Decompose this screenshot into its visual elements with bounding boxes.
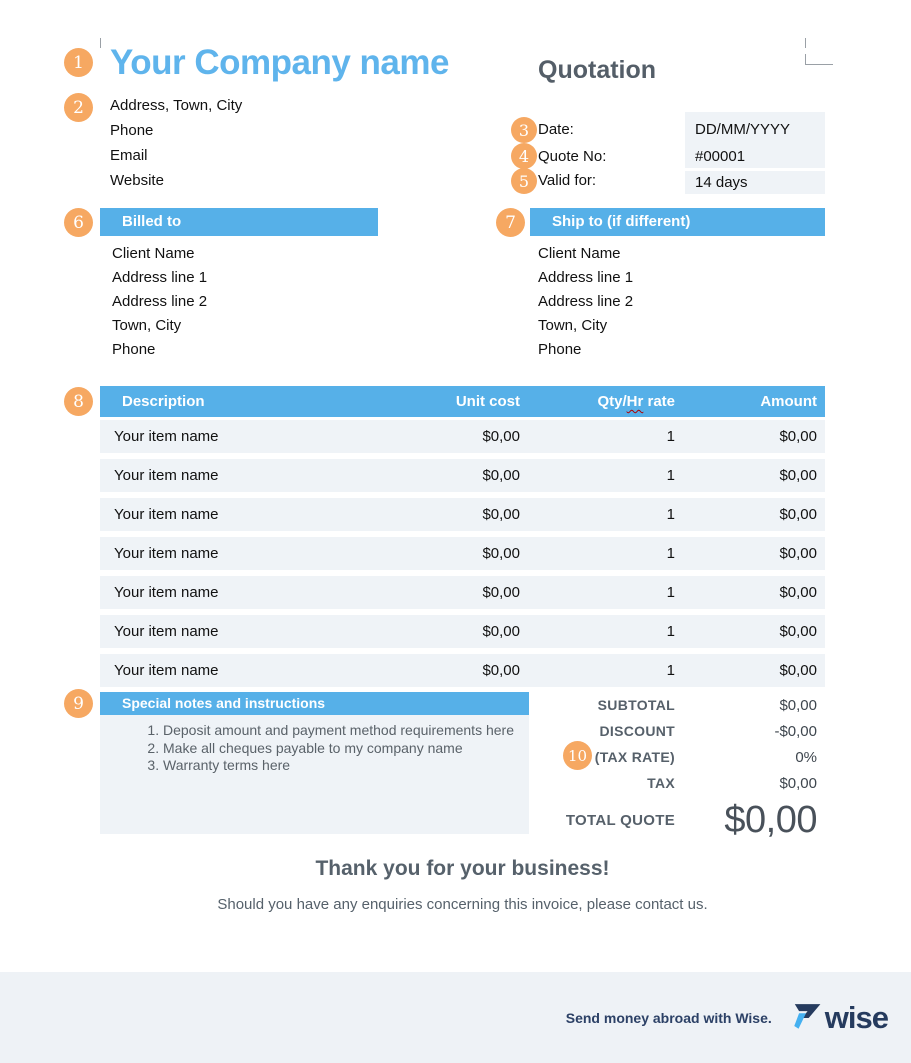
item-unit-cost: $0,00 (482, 662, 520, 679)
qty-suffix: rate (643, 393, 675, 410)
quote-no-label: Quote No: (538, 148, 607, 165)
totals-summary (530, 692, 825, 840)
item-unit-cost: $0,00 (482, 506, 520, 523)
enquiries-note: Should you have any enquiries concerning this invoice, please contact us. (217, 896, 708, 913)
valid-for-value-panel (685, 171, 825, 194)
billed-address-1: Address line 1 (112, 269, 208, 286)
notes-list (100, 715, 529, 775)
item-amount: $0,00 (779, 623, 817, 640)
callout-marker-7: 7 (496, 208, 525, 237)
billed-town-city: Town, City (112, 317, 182, 334)
footer-bar (0, 972, 911, 1063)
footer-tagline: Send money abroad with Wise. (565, 1009, 772, 1026)
item-qty: 1 (666, 584, 675, 601)
callout-marker-8: 8 (64, 387, 93, 416)
tax-rate-label: (TAX RATE) (594, 749, 675, 765)
item-qty: 1 (666, 662, 675, 679)
tax-label: TAX (647, 775, 675, 791)
note-item: 1. Deposit amount and payment method requirements here (163, 722, 515, 740)
ship-phone: Phone (538, 341, 582, 358)
wise-wordmark: wise (824, 999, 888, 1035)
col-amount: Amount (760, 393, 817, 410)
company-address: Address, Town, City (110, 97, 243, 114)
total-quote-label: TOTAL QUOTE (565, 811, 675, 829)
discount-row (530, 718, 825, 744)
notes-body (100, 715, 529, 834)
col-unit-cost: Unit cost (455, 393, 520, 410)
ship-client-name: Client Name (538, 245, 621, 262)
billed-to-details (112, 242, 207, 362)
item-qty: 1 (666, 506, 675, 523)
table-row (100, 420, 825, 453)
note-item: 2. Make all cheques payable to my company name (163, 740, 515, 758)
date-label: Date: (538, 121, 574, 138)
company-header (110, 44, 449, 193)
total-quote-row (530, 800, 825, 840)
notes-header: Special notes and instructions (100, 692, 529, 715)
date-quote-value-panel (685, 112, 825, 168)
qty-misspelled-word: Hr (626, 393, 644, 410)
item-qty: 1 (666, 467, 675, 484)
item-qty: 1 (666, 545, 675, 562)
ship-to-details (538, 242, 633, 362)
item-amount: $0,00 (779, 467, 817, 484)
billed-address-2: Address line 2 (112, 293, 208, 310)
valid-for-label: Valid for: (538, 172, 597, 189)
table-row (100, 459, 825, 492)
subtotal-label: SUBTOTAL (597, 697, 675, 713)
item-qty: 1 (666, 623, 675, 640)
callout-marker-5: 5 (511, 168, 537, 194)
date-value: DD/MM/YYYY (695, 121, 791, 138)
item-description: Your item name (114, 584, 219, 601)
col-qty-hr-rate (520, 393, 675, 410)
tax-rate-row (530, 744, 825, 770)
company-name: Your Company name (110, 43, 449, 82)
ship-address-2: Address line 2 (538, 293, 634, 310)
item-unit-cost: $0,00 (482, 623, 520, 640)
crop-mark-top-right (805, 38, 806, 48)
callout-marker-3: 3 (511, 117, 537, 143)
item-qty: 1 (666, 428, 675, 445)
table-row (100, 537, 825, 570)
total-quote-value: $0,00 (724, 798, 817, 841)
quote-no-value: #00001 (695, 148, 746, 165)
item-amount: $0,00 (779, 662, 817, 679)
discount-value: -$0,00 (774, 722, 817, 740)
tax-rate-value: 0% (795, 748, 817, 766)
ship-address-1: Address line 1 (538, 269, 634, 286)
table-row (100, 654, 825, 687)
item-description: Your item name (114, 467, 219, 484)
item-amount: $0,00 (779, 545, 817, 562)
subtotal-row (530, 692, 825, 718)
document-title: Quotation (538, 56, 657, 84)
margin-corner-mark (805, 54, 833, 65)
subtotal-value: $0,00 (779, 696, 817, 714)
item-unit-cost: $0,00 (482, 584, 520, 601)
callout-marker-9: 9 (64, 689, 93, 718)
item-description: Your item name (114, 506, 219, 523)
item-description: Your item name (114, 662, 219, 679)
item-amount: $0,00 (779, 584, 817, 601)
billed-client-name: Client Name (112, 245, 195, 262)
callout-marker-4: 4 (511, 143, 537, 169)
callout-marker-6: 6 (64, 208, 93, 237)
note-item: 3. Warranty terms here (163, 757, 515, 775)
table-row (100, 576, 825, 609)
item-description: Your item name (114, 428, 219, 445)
item-description: Your item name (114, 545, 219, 562)
crop-mark-top-left (100, 38, 101, 48)
valid-for-value: 14 days (695, 174, 748, 191)
item-unit-cost: $0,00 (482, 428, 520, 445)
company-email: Email (110, 147, 148, 164)
closing-message (100, 853, 825, 913)
callout-marker-1: 1 (64, 48, 93, 77)
table-row (100, 615, 825, 648)
wise-flag-icon (790, 1003, 822, 1032)
thank-you-headline: Thank you for your business! (315, 857, 610, 880)
item-description: Your item name (114, 623, 219, 640)
callout-marker-2: 2 (64, 93, 93, 122)
callout-marker-10: 10 (563, 741, 592, 770)
ship-to-header: Ship to (if different) (530, 208, 825, 236)
items-table (100, 386, 825, 693)
billed-to-header: Billed to (100, 208, 378, 236)
ship-town-city: Town, City (538, 317, 608, 334)
tax-row (530, 770, 825, 796)
company-website: Website (110, 172, 164, 189)
col-description: Description (122, 393, 205, 410)
item-unit-cost: $0,00 (482, 545, 520, 562)
billed-phone: Phone (112, 341, 156, 358)
table-row (100, 498, 825, 531)
tax-value: $0,00 (779, 774, 817, 792)
item-amount: $0,00 (779, 506, 817, 523)
item-amount: $0,00 (779, 428, 817, 445)
company-phone: Phone (110, 122, 154, 139)
discount-label: DISCOUNT (599, 723, 675, 739)
items-table-header (100, 386, 825, 417)
company-contact-list (110, 93, 449, 193)
item-unit-cost: $0,00 (482, 467, 520, 484)
qty-prefix: Qty/ (597, 393, 627, 410)
wise-logo (790, 999, 888, 1035)
